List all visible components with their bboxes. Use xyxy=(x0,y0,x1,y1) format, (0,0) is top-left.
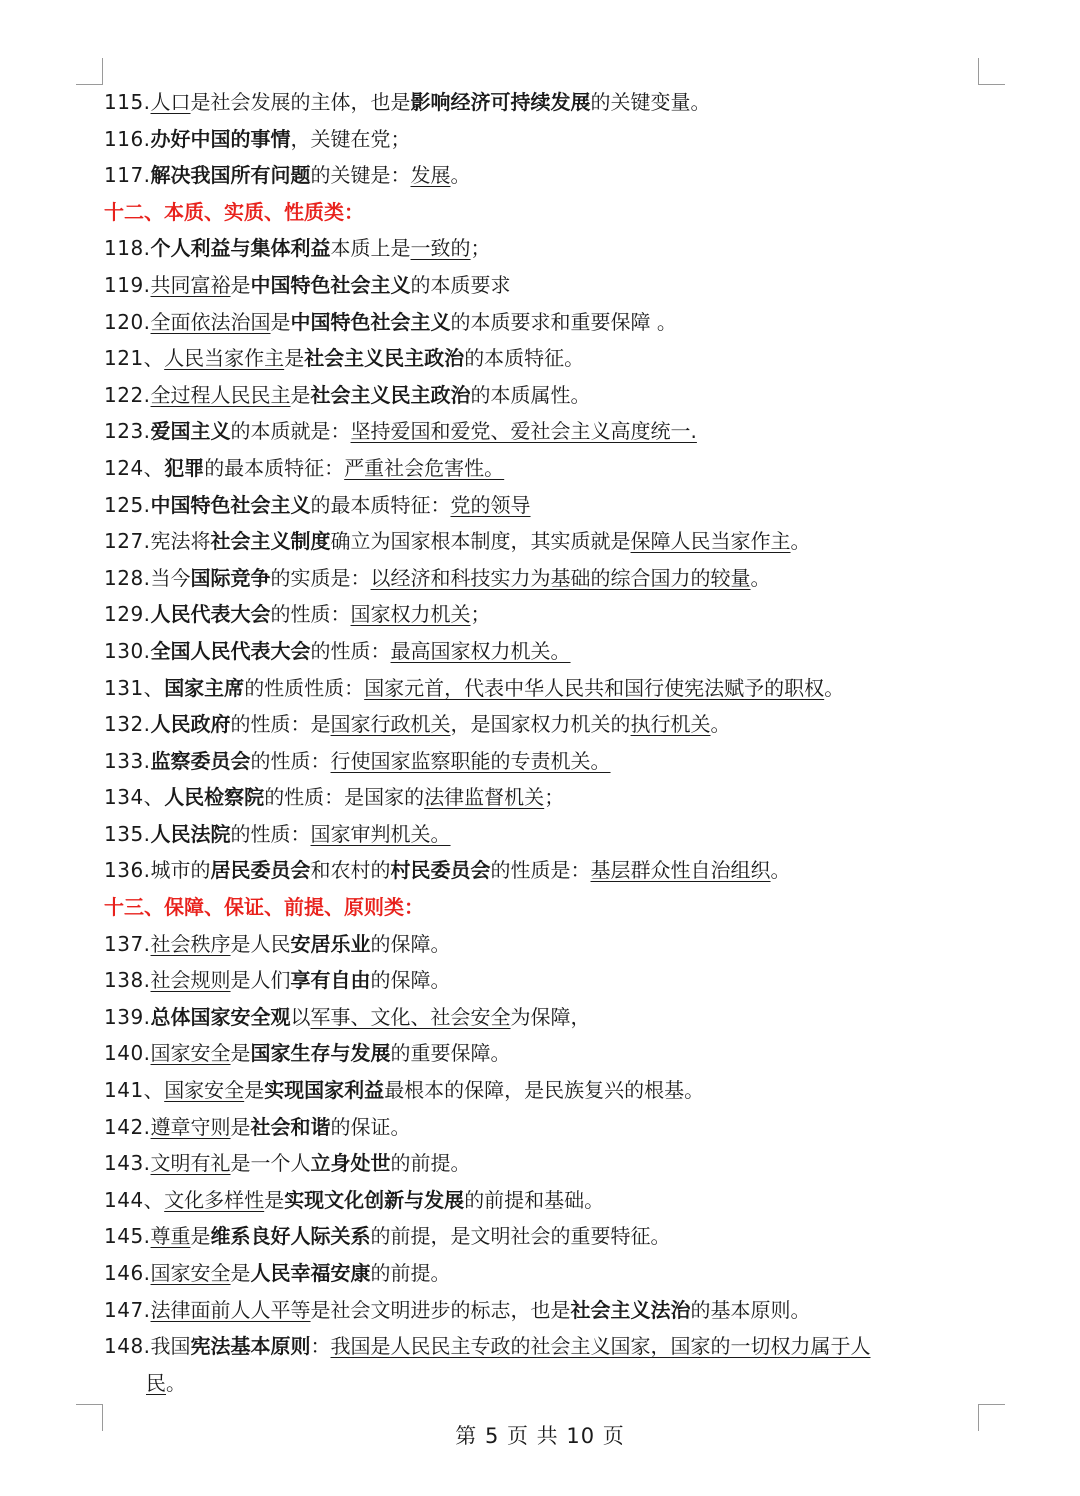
text-segment: 的性质：是 xyxy=(230,712,331,737)
item-number: 142. xyxy=(104,1114,151,1139)
text-segment: 的前提。 xyxy=(370,1261,451,1285)
underlined-phrase: 遵章守则 xyxy=(150,1114,231,1139)
underlined-phrase: 党的领导 xyxy=(450,492,531,517)
item-text xyxy=(151,858,791,882)
text-segment: 是 xyxy=(244,1078,265,1103)
underlined-phrase: 以经济和科技实力为基础的综合国力的较量 xyxy=(370,565,751,590)
text-segment: 是社会发展的主体，也是 xyxy=(190,90,411,114)
item-text xyxy=(164,1188,604,1212)
item-number: 135. xyxy=(104,821,151,846)
bold-term: 社会主义民主政治 xyxy=(304,346,465,371)
text-segment: 的基本原则。 xyxy=(690,1297,811,1322)
list-item xyxy=(104,962,964,999)
item-text xyxy=(151,639,571,663)
item-number: 130. xyxy=(104,638,151,663)
text-segment: 当今 xyxy=(150,565,191,590)
item-text xyxy=(164,346,584,370)
text-segment: 。 xyxy=(790,529,811,554)
text-segment: 是 xyxy=(230,1114,251,1139)
item-number: 120. xyxy=(104,309,151,334)
item-text xyxy=(151,932,451,956)
item-number: 147. xyxy=(104,1297,151,1322)
text-segment: 的性质性质： xyxy=(244,675,365,700)
list-item xyxy=(104,157,964,194)
bold-term: 社会主义制度 xyxy=(210,529,331,554)
item-text-continuation xyxy=(104,1365,964,1402)
text-segment: 的前提和基础。 xyxy=(464,1187,605,1212)
item-number: 141、 xyxy=(104,1078,165,1103)
underlined-phrase: 全面依法治国 xyxy=(150,309,271,334)
text-segment: ，关键在党； xyxy=(290,126,411,151)
text-segment: 是 xyxy=(230,1261,251,1285)
text-segment: ； xyxy=(470,602,491,627)
text-segment: 是 xyxy=(190,1224,211,1249)
bold-term: 维系良好人际关系 xyxy=(210,1224,371,1249)
item-number: 129. xyxy=(104,602,151,627)
item-number: 137. xyxy=(104,931,151,956)
text-segment: 宪法将 xyxy=(150,529,211,554)
bold-term: 人民幸福安康 xyxy=(250,1261,371,1285)
item-text xyxy=(151,127,411,151)
item-number: 121、 xyxy=(104,346,165,371)
underlined-phrase: 执行机关 xyxy=(630,712,711,737)
list-item xyxy=(104,1109,964,1146)
underlined-phrase: 人民当家作主 xyxy=(164,346,285,371)
list-item xyxy=(104,1182,964,1219)
section-heading: 十三、保障、保证、前提、原则类： xyxy=(104,895,424,920)
item-text xyxy=(151,1041,511,1065)
item-number: 136. xyxy=(104,858,151,883)
item-number: 131、 xyxy=(104,675,165,700)
text-segment: 。 xyxy=(450,163,471,188)
item-text xyxy=(151,1298,811,1322)
bold-term: 村民委员会 xyxy=(390,858,491,883)
item-number: 127. xyxy=(104,529,151,554)
text-segment: 确立为国家根本制度，其实质就是 xyxy=(330,529,631,554)
crop-mark-top-right xyxy=(978,58,1005,85)
bold-term: 人民检察院 xyxy=(164,785,265,810)
text-segment: 的本质就是： xyxy=(230,419,351,444)
item-number: 144、 xyxy=(104,1187,165,1212)
underlined-phrase: 国家元首，代表中华人民共和国行使宪法赋予的职权 xyxy=(364,675,825,700)
list-item xyxy=(104,926,964,963)
bold-term: 实现国家利益 xyxy=(264,1078,385,1103)
item-text xyxy=(151,529,811,553)
bold-term: 中国特色社会主义 xyxy=(290,309,451,334)
bold-term: 居民委员会 xyxy=(210,858,311,883)
item-number: 119. xyxy=(104,272,151,297)
bold-term: 总体国家安全观 xyxy=(150,1004,291,1029)
text-segment: 的关键变量。 xyxy=(590,90,711,114)
underlined-phrase: 全过程人民民主 xyxy=(150,382,291,407)
bold-term: 人民法院 xyxy=(150,821,231,846)
underlined-phrase: 军事、文化、社会安全 xyxy=(310,1004,511,1029)
item-number: 117. xyxy=(104,163,151,188)
text-segment: 本质上是 xyxy=(330,236,411,261)
bold-term: 社会和谐 xyxy=(250,1114,331,1139)
underlined-phrase: 最高国家权力机关。 xyxy=(390,638,571,663)
item-number: 140. xyxy=(104,1041,151,1066)
text-segment: 是 xyxy=(230,1041,251,1066)
bold-term: 办好中国的事情 xyxy=(150,126,291,151)
item-number: 123. xyxy=(104,419,151,444)
text-segment: 的最本质特征： xyxy=(204,455,345,480)
text-segment: 的本质属性。 xyxy=(470,382,591,407)
text-segment: 的性质： xyxy=(310,638,391,663)
underlined-phrase: 发展 xyxy=(410,163,451,188)
text-segment: 。 xyxy=(166,1370,186,1395)
list-item xyxy=(104,1035,964,1072)
bold-term: 宪法基本原则 xyxy=(190,1334,311,1359)
text-segment: 是人们 xyxy=(230,968,291,993)
underlined-phrase: 基层群众性自治组织 xyxy=(590,858,771,883)
list-item xyxy=(104,450,964,487)
list-item xyxy=(104,999,964,1036)
bold-term: 社会主义民主政治 xyxy=(310,382,471,407)
text-segment: 我国 xyxy=(150,1334,191,1359)
item-text xyxy=(151,822,451,846)
list-item xyxy=(104,852,964,889)
underlined-phrase: 法律监督机关 xyxy=(424,785,545,810)
list-item xyxy=(104,304,964,341)
item-text xyxy=(151,310,677,334)
list-item xyxy=(104,84,964,121)
underlined-phrase: 尊重 xyxy=(150,1224,191,1249)
text-segment: 的实质是： xyxy=(270,565,371,590)
list-item xyxy=(104,1328,964,1401)
item-number: 145. xyxy=(104,1224,151,1249)
underlined-phrase: 民 xyxy=(146,1370,166,1395)
bold-term: 国际竞争 xyxy=(190,565,271,590)
underlined-phrase: 我国是人民民主专政的社会主义国家，国家的一切权力属于人 xyxy=(330,1334,871,1359)
item-text xyxy=(151,383,591,407)
underlined-phrase: 国家审判机关。 xyxy=(310,821,451,846)
item-number: 139. xyxy=(104,1004,151,1029)
underlined-phrase: 法律面前人人平等 xyxy=(150,1297,311,1322)
item-number: 125. xyxy=(104,492,151,517)
text-segment: 是 xyxy=(290,382,311,407)
item-text xyxy=(164,785,564,809)
list-item xyxy=(104,743,964,780)
bold-term: 立身处世 xyxy=(310,1151,391,1176)
text-segment: 城市的 xyxy=(150,858,211,883)
document-body xyxy=(104,84,964,1401)
text-segment: 以 xyxy=(290,1004,311,1029)
item-number: 132. xyxy=(104,712,151,737)
item-text xyxy=(151,419,697,443)
text-segment: 的保证。 xyxy=(330,1114,411,1139)
text-segment: ： xyxy=(310,1334,331,1359)
text-segment: ，是国家权力机关的 xyxy=(450,712,631,737)
bold-term: 犯罪 xyxy=(164,455,205,480)
list-item xyxy=(104,633,964,670)
underlined-phrase: 人口 xyxy=(150,90,191,114)
list-item xyxy=(104,487,964,524)
item-text xyxy=(151,493,531,517)
list-item xyxy=(104,121,964,158)
text-segment: ； xyxy=(470,236,491,261)
text-segment: 。 xyxy=(824,675,845,700)
text-segment: 的前提，是文明社会的重要特征。 xyxy=(370,1224,671,1249)
text-segment: 的前提。 xyxy=(390,1151,471,1176)
item-number: 133. xyxy=(104,748,151,773)
item-number: 146. xyxy=(104,1261,151,1285)
item-text xyxy=(151,90,711,114)
list-item xyxy=(104,1255,964,1292)
text-segment: 为保障， xyxy=(510,1004,591,1029)
text-segment: 是人民 xyxy=(230,931,291,956)
text-segment: 的性质： xyxy=(270,602,351,627)
bold-term: 爱国主义 xyxy=(150,419,231,444)
section-heading: 十二、本质、实质、性质类： xyxy=(104,199,364,224)
text-segment: 的性质： xyxy=(230,821,311,846)
list-item xyxy=(104,779,964,816)
text-segment: 的性质：是国家的 xyxy=(264,785,425,810)
bold-term: 中国特色社会主义 xyxy=(150,492,311,517)
page-footer: 第 5 页 共 10 页 xyxy=(455,1424,625,1448)
bold-term: 个人利益与集体利益 xyxy=(150,236,331,261)
bold-term: 人民代表大会 xyxy=(150,602,271,627)
bold-term: 人民政府 xyxy=(150,712,231,737)
text-segment: 的重要保障。 xyxy=(390,1041,511,1066)
list-item xyxy=(104,377,964,414)
text-segment: 是 xyxy=(270,309,291,334)
item-number: 143. xyxy=(104,1151,151,1176)
item-text xyxy=(151,566,771,590)
text-segment: 是 xyxy=(230,272,251,297)
text-segment: 和农村的 xyxy=(310,858,391,883)
text-segment: 的本质特征。 xyxy=(464,346,585,371)
item-text xyxy=(151,236,491,260)
item-number: 138. xyxy=(104,968,151,993)
bold-term: 实现文化创新与发展 xyxy=(284,1187,465,1212)
underlined-phrase: 国家安全 xyxy=(150,1261,231,1285)
list-item xyxy=(104,1218,964,1255)
bold-term: 社会主义法治 xyxy=(570,1297,691,1322)
list-item xyxy=(104,670,964,707)
item-text xyxy=(164,1078,704,1102)
item-text xyxy=(151,968,451,992)
underlined-phrase: 国家安全 xyxy=(150,1041,231,1066)
text-segment: 。 xyxy=(750,565,771,590)
list-item xyxy=(104,816,964,853)
item-number: 134、 xyxy=(104,785,165,810)
list-item xyxy=(104,1292,964,1329)
item-text xyxy=(151,273,511,297)
bold-term: 中国特色社会主义 xyxy=(250,272,411,297)
item-text xyxy=(151,602,491,626)
underlined-phrase: 一致的 xyxy=(410,236,471,261)
item-number: 148. xyxy=(104,1334,151,1359)
underlined-phrase: 社会秩序 xyxy=(150,931,231,956)
item-number: 124、 xyxy=(104,455,165,480)
text-segment: 的性质： xyxy=(250,748,331,773)
item-text xyxy=(164,456,504,480)
item-text xyxy=(151,712,731,736)
text-segment: 的最本质特征： xyxy=(310,492,451,517)
text-segment: 是社会文明进步的标志，也是 xyxy=(310,1297,571,1322)
text-segment: 的本质要求 xyxy=(410,272,511,297)
list-item xyxy=(104,267,964,304)
text-segment: 是一个人 xyxy=(230,1151,311,1176)
bold-term: 解决我国所有问题 xyxy=(150,163,311,188)
text-segment: ； xyxy=(544,785,565,810)
underlined-phrase: 社会规则 xyxy=(150,968,231,993)
text-segment: 最根本的保障，是民族复兴的根基。 xyxy=(384,1078,705,1103)
text-segment: 的关键是： xyxy=(310,163,411,188)
list-item xyxy=(104,706,964,743)
item-text xyxy=(151,163,471,187)
bold-term: 安居乐业 xyxy=(290,931,371,956)
list-item xyxy=(104,413,964,450)
item-number: 122. xyxy=(104,382,151,407)
item-number: 128. xyxy=(104,565,151,590)
item-text xyxy=(151,1334,871,1358)
list-item xyxy=(104,340,964,377)
bold-term: 影响经济可持续发展 xyxy=(410,90,591,114)
text-segment: 是 xyxy=(284,346,305,371)
item-number: 116. xyxy=(104,126,151,151)
list-item xyxy=(104,1145,964,1182)
underlined-phrase: 国家权力机关 xyxy=(350,602,471,627)
list-item xyxy=(104,230,964,267)
item-number: 115. xyxy=(104,90,151,114)
bold-term: 国家生存与发展 xyxy=(250,1041,391,1066)
list-item xyxy=(104,523,964,560)
list-item xyxy=(104,596,964,633)
text-segment: 是 xyxy=(264,1187,285,1212)
underlined-phrase: 文化多样性 xyxy=(164,1187,265,1212)
text-segment: 的性质是： xyxy=(490,858,591,883)
item-text xyxy=(151,1151,471,1175)
bold-term: 国家主席 xyxy=(164,675,245,700)
list-item xyxy=(104,560,964,597)
list-item xyxy=(104,1072,964,1109)
underlined-phrase: 国家安全 xyxy=(164,1078,245,1103)
underlined-phrase: 文明有礼 xyxy=(150,1151,231,1176)
item-text xyxy=(164,676,844,700)
underlined-phrase: 坚持爱国和爱党、爱社会主义高度统一. xyxy=(350,419,697,444)
underlined-phrase: 国家行政机关 xyxy=(330,712,451,737)
item-text xyxy=(151,1261,451,1285)
crop-mark-top-left xyxy=(76,58,103,85)
bold-term: 全国人民代表大会 xyxy=(150,638,311,663)
text-segment: 的保障。 xyxy=(370,931,451,956)
text-segment: 的本质要求和重要保障 。 xyxy=(450,309,677,334)
text-segment: 的保障。 xyxy=(370,968,451,993)
item-text xyxy=(151,1005,591,1029)
underlined-phrase: 严重社会危害性。 xyxy=(344,455,505,480)
bold-term: 享有自由 xyxy=(290,968,371,993)
item-text xyxy=(151,1115,411,1139)
item-text xyxy=(151,1224,671,1248)
text-segment: 。 xyxy=(770,858,791,883)
item-text xyxy=(151,749,611,773)
text-segment: 。 xyxy=(710,712,731,737)
underlined-phrase: 共同富裕 xyxy=(150,272,231,297)
bold-term: 监察委员会 xyxy=(150,748,251,773)
underlined-phrase: 保障人民当家作主 xyxy=(630,529,791,554)
underlined-phrase: 行使国家监察职能的专责机关。 xyxy=(330,748,611,773)
item-number: 118. xyxy=(104,236,151,261)
